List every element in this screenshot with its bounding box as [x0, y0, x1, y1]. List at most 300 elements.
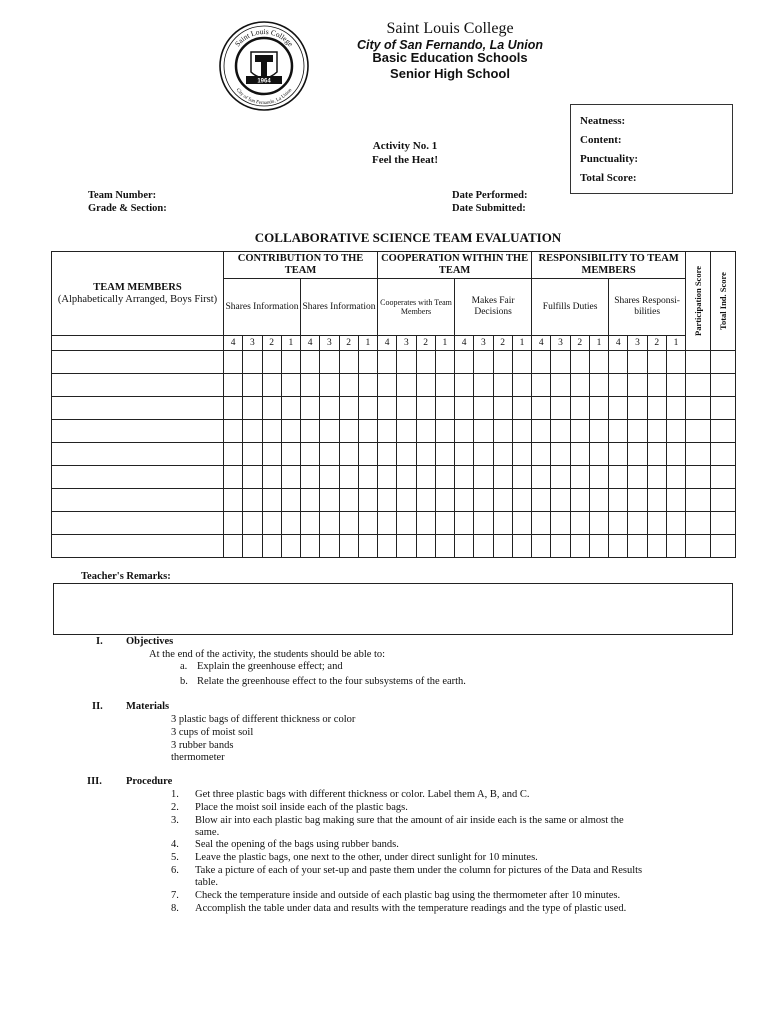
score-cell[interactable]	[474, 397, 493, 420]
score-cell[interactable]	[262, 397, 281, 420]
score-cell[interactable]	[243, 420, 262, 443]
rating-label: 2	[339, 336, 358, 351]
score-cell[interactable]	[397, 397, 416, 420]
score-cell[interactable]	[378, 535, 397, 558]
score-cell[interactable]	[358, 512, 377, 535]
score-cell[interactable]	[532, 489, 551, 512]
score-cell[interactable]	[628, 512, 647, 535]
score-cell[interactable]	[320, 535, 339, 558]
score-cell[interactable]	[711, 351, 736, 374]
score-cell[interactable]	[609, 489, 628, 512]
score-cell[interactable]	[378, 512, 397, 535]
rating-label: 4	[532, 336, 551, 351]
score-cell[interactable]	[570, 512, 589, 535]
score-cell[interactable]	[435, 420, 454, 443]
score-cell[interactable]	[455, 397, 474, 420]
score-cell[interactable]	[416, 420, 435, 443]
score-cell[interactable]	[243, 443, 262, 466]
score-cell[interactable]	[455, 443, 474, 466]
score-cell[interactable]	[647, 397, 666, 420]
score-cell[interactable]	[570, 535, 589, 558]
procedure-step-text: Take a picture of each of your set-up and paste them under the column for pictures of the Data and Results	[195, 865, 643, 876]
member-name-cell[interactable]	[52, 489, 224, 512]
score-cell[interactable]	[551, 512, 570, 535]
score-cell[interactable]	[512, 420, 531, 443]
score-cell[interactable]	[551, 489, 570, 512]
score-cell[interactable]	[666, 420, 685, 443]
score-cell[interactable]	[358, 466, 377, 489]
remarks-box[interactable]	[53, 583, 733, 635]
score-cell[interactable]	[416, 512, 435, 535]
score-cell[interactable]	[416, 466, 435, 489]
score-cell[interactable]	[474, 420, 493, 443]
procedure-step-text: Place the moist soil inside each of the plastic bags.	[195, 801, 408, 813]
score-cell[interactable]	[609, 351, 628, 374]
score-cell[interactable]	[358, 489, 377, 512]
score-cell[interactable]	[281, 374, 300, 397]
score-cell[interactable]	[262, 512, 281, 535]
score-cell[interactable]	[224, 466, 243, 489]
score-cell[interactable]	[243, 397, 262, 420]
score-cell[interactable]	[628, 489, 647, 512]
seal-year: 1964	[257, 78, 271, 85]
score-cell[interactable]	[589, 535, 608, 558]
score-cell[interactable]	[301, 443, 320, 466]
score-cell[interactable]	[378, 466, 397, 489]
score-cell[interactable]	[435, 397, 454, 420]
participation-score-header	[686, 252, 711, 351]
score-cell[interactable]	[711, 512, 736, 535]
score-cell[interactable]	[686, 351, 711, 374]
score-cell[interactable]	[262, 489, 281, 512]
score-cell[interactable]	[589, 351, 608, 374]
score-cell[interactable]	[262, 443, 281, 466]
rating-label: 4	[609, 336, 628, 351]
score-cell[interactable]	[435, 535, 454, 558]
score-cell[interactable]	[243, 535, 262, 558]
grade-section-label: Grade & Section:	[88, 203, 167, 214]
team-member-row	[52, 512, 736, 535]
rating-label: 3	[243, 336, 262, 351]
score-cell[interactable]	[666, 374, 685, 397]
score-cell[interactable]	[435, 489, 454, 512]
date-submitted-label: Date Submitted:	[452, 203, 526, 214]
score-cell[interactable]	[512, 397, 531, 420]
score-cell[interactable]	[647, 466, 666, 489]
score-cell[interactable]	[551, 397, 570, 420]
score-cell[interactable]	[493, 512, 512, 535]
score-cell[interactable]	[262, 351, 281, 374]
score-cell[interactable]	[589, 489, 608, 512]
score-cell[interactable]	[378, 420, 397, 443]
score-cell[interactable]	[358, 443, 377, 466]
material-item: 3 cups of moist soil	[171, 727, 254, 738]
score-cell[interactable]	[416, 443, 435, 466]
score-cell[interactable]	[666, 466, 685, 489]
score-cell[interactable]	[570, 443, 589, 466]
rating-label: 4	[301, 336, 320, 351]
score-cell[interactable]	[243, 351, 262, 374]
score-cell[interactable]	[281, 351, 300, 374]
score-cell[interactable]	[243, 512, 262, 535]
score-cell[interactable]	[493, 374, 512, 397]
score-cell[interactable]	[609, 374, 628, 397]
score-cell[interactable]	[493, 351, 512, 374]
score-cell[interactable]	[243, 374, 262, 397]
score-cell[interactable]	[628, 466, 647, 489]
school-department: Basic Education Schools	[372, 50, 528, 65]
score-cell[interactable]	[570, 466, 589, 489]
group-contribution: CONTRIBUTION TO THE TEAM	[224, 252, 378, 279]
score-cell[interactable]	[281, 420, 300, 443]
member-name-cell[interactable]	[52, 535, 224, 558]
score-cell[interactable]	[570, 351, 589, 374]
score-cell[interactable]	[711, 489, 736, 512]
score-cell[interactable]	[570, 420, 589, 443]
member-name-cell[interactable]	[52, 420, 224, 443]
score-cell[interactable]	[455, 535, 474, 558]
score-cell[interactable]	[224, 351, 243, 374]
score-cell[interactable]	[686, 397, 711, 420]
score-cell[interactable]	[551, 466, 570, 489]
score-cell[interactable]	[339, 466, 358, 489]
score-cell[interactable]	[339, 420, 358, 443]
score-cell[interactable]	[512, 489, 531, 512]
score-cell[interactable]	[628, 397, 647, 420]
score-cell[interactable]	[628, 374, 647, 397]
rating-label: 1	[281, 336, 300, 351]
score-box	[570, 104, 733, 194]
score-cell[interactable]	[686, 535, 711, 558]
rating-label: 1	[358, 336, 377, 351]
score-cell[interactable]	[397, 351, 416, 374]
score-cell[interactable]	[339, 535, 358, 558]
score-cell[interactable]	[647, 489, 666, 512]
score-cell[interactable]	[224, 374, 243, 397]
score-cell[interactable]	[474, 351, 493, 374]
score-cell[interactable]	[243, 489, 262, 512]
score-cell[interactable]	[358, 535, 377, 558]
score-cell[interactable]	[493, 466, 512, 489]
score-cell[interactable]	[397, 420, 416, 443]
score-cell[interactable]	[339, 443, 358, 466]
score-cell[interactable]	[686, 489, 711, 512]
member-name-cell[interactable]	[52, 397, 224, 420]
score-cell[interactable]	[532, 443, 551, 466]
procedure-step-text: table.	[195, 877, 219, 888]
score-cell[interactable]	[474, 374, 493, 397]
score-cell[interactable]	[493, 489, 512, 512]
procedure-step-text: same.	[195, 826, 220, 838]
score-cell[interactable]	[224, 397, 243, 420]
objective-text: Relate the greenhouse effect to the four subsystems of the earth.	[197, 676, 466, 687]
score-cell[interactable]	[512, 351, 531, 374]
score-cell[interactable]	[224, 535, 243, 558]
criterion-cooperates: Cooperates with Team Members	[378, 279, 455, 336]
score-cell[interactable]	[647, 420, 666, 443]
score-cell[interactable]	[711, 466, 736, 489]
score-cell[interactable]	[397, 374, 416, 397]
score-cell[interactable]	[532, 535, 551, 558]
score-cell[interactable]	[435, 351, 454, 374]
score-cell[interactable]	[455, 466, 474, 489]
score-cell[interactable]	[589, 374, 608, 397]
score-cell[interactable]	[711, 374, 736, 397]
score-cell[interactable]	[435, 512, 454, 535]
rating-label: 2	[647, 336, 666, 351]
procedure-step-marker: 1.	[171, 789, 179, 800]
score-cell[interactable]	[628, 420, 647, 443]
score-cell[interactable]	[320, 374, 339, 397]
member-name-cell[interactable]	[52, 351, 224, 374]
team-member-row	[52, 489, 736, 512]
rating-label: 2	[416, 336, 435, 351]
score-cell[interactable]	[609, 512, 628, 535]
score-cell[interactable]	[474, 443, 493, 466]
score-cell[interactable]	[551, 535, 570, 558]
score-cell[interactable]	[686, 420, 711, 443]
score-cell[interactable]	[628, 351, 647, 374]
score-cell[interactable]	[532, 397, 551, 420]
score-cell[interactable]	[493, 420, 512, 443]
score-cell[interactable]	[570, 397, 589, 420]
activity-heading	[300, 139, 510, 167]
score-cell[interactable]	[281, 397, 300, 420]
score-cell[interactable]	[358, 397, 377, 420]
score-cell[interactable]	[609, 443, 628, 466]
score-cell[interactable]	[666, 397, 685, 420]
score-cell[interactable]	[397, 443, 416, 466]
score-cell[interactable]	[339, 374, 358, 397]
member-name-cell[interactable]	[52, 374, 224, 397]
score-cell[interactable]	[243, 466, 262, 489]
score-cell[interactable]	[666, 489, 685, 512]
score-cell[interactable]	[320, 420, 339, 443]
score-cell[interactable]	[301, 466, 320, 489]
procedure-step-text: Accomplish the table under data and results with the temperature readings and the type of plastic used.	[195, 902, 627, 914]
score-cell[interactable]	[301, 374, 320, 397]
score-cell[interactable]	[281, 535, 300, 558]
score-cell[interactable]	[493, 443, 512, 466]
score-cell[interactable]	[666, 512, 685, 535]
score-cell[interactable]	[532, 512, 551, 535]
score-cell[interactable]	[609, 420, 628, 443]
score-cell[interactable]	[339, 351, 358, 374]
score-cell[interactable]	[301, 489, 320, 512]
score-cell[interactable]	[551, 374, 570, 397]
score-cell[interactable]	[281, 466, 300, 489]
score-cell[interactable]	[512, 535, 531, 558]
score-cell[interactable]	[301, 420, 320, 443]
score-cell[interactable]	[281, 443, 300, 466]
score-cell[interactable]	[301, 397, 320, 420]
score-cell[interactable]	[301, 351, 320, 374]
score-cell[interactable]	[455, 374, 474, 397]
date-performed-label: Date Performed:	[452, 190, 528, 201]
score-cell[interactable]	[224, 512, 243, 535]
remarks-label: Teacher's Remarks:	[81, 571, 171, 582]
score-cell[interactable]	[320, 489, 339, 512]
score-cell[interactable]	[378, 397, 397, 420]
materials-heading: Materials	[126, 701, 170, 712]
objective-marker: b.	[180, 676, 188, 687]
member-name-cell[interactable]	[52, 466, 224, 489]
objectives-intro: At the end of the activity, the students should be able to:	[149, 649, 386, 660]
criterion-fulfills-duties: Fulfills Duties	[532, 279, 609, 336]
team-member-row	[52, 420, 736, 443]
score-cell[interactable]	[455, 420, 474, 443]
group-responsibility: RESPONSIBILITY TO TEAM MEMBERS	[532, 252, 686, 279]
score-cell[interactable]	[589, 420, 608, 443]
score-cell[interactable]	[647, 535, 666, 558]
score-cell[interactable]	[711, 535, 736, 558]
score-cell[interactable]	[589, 466, 608, 489]
school-city: City of San Fernando, La Union	[356, 38, 544, 52]
group-cooperation: COOPERATION WITHIN THE TEAM	[378, 252, 532, 279]
score-cell[interactable]	[647, 351, 666, 374]
rating-label: 3	[628, 336, 647, 351]
school-name: Saint Louis College	[386, 20, 514, 37]
criterion-shares-information-1: Shares Information	[224, 279, 301, 336]
score-cell[interactable]	[281, 512, 300, 535]
score-cell[interactable]	[686, 512, 711, 535]
score-cell[interactable]	[378, 443, 397, 466]
score-cell[interactable]	[397, 535, 416, 558]
score-cell[interactable]	[416, 374, 435, 397]
score-cell[interactable]	[666, 351, 685, 374]
score-cell[interactable]	[647, 443, 666, 466]
rating-label: 3	[397, 336, 416, 351]
score-cell[interactable]	[397, 466, 416, 489]
score-cell[interactable]	[378, 374, 397, 397]
score-cell[interactable]	[474, 535, 493, 558]
score-cell[interactable]	[474, 489, 493, 512]
score-cell[interactable]	[358, 351, 377, 374]
score-cell[interactable]	[647, 374, 666, 397]
score-cell[interactable]	[224, 420, 243, 443]
score-cell[interactable]	[711, 397, 736, 420]
score-cell[interactable]	[589, 397, 608, 420]
score-cell[interactable]	[320, 512, 339, 535]
score-cell[interactable]	[570, 374, 589, 397]
score-cell[interactable]	[666, 443, 685, 466]
score-cell[interactable]	[474, 466, 493, 489]
score-cell[interactable]	[532, 420, 551, 443]
score-cell[interactable]	[320, 466, 339, 489]
score-cell[interactable]	[301, 512, 320, 535]
member-name-cell[interactable]	[52, 443, 224, 466]
procedure-step-marker: 7.	[171, 889, 179, 901]
score-cell[interactable]	[609, 535, 628, 558]
score-cell[interactable]	[224, 443, 243, 466]
score-cell[interactable]	[435, 466, 454, 489]
score-cell[interactable]	[339, 397, 358, 420]
score-cell[interactable]	[493, 397, 512, 420]
score-cell[interactable]	[551, 420, 570, 443]
score-cell[interactable]	[339, 512, 358, 535]
score-cell[interactable]	[512, 466, 531, 489]
score-cell[interactable]	[551, 443, 570, 466]
score-cell[interactable]	[686, 374, 711, 397]
score-cell[interactable]	[320, 397, 339, 420]
score-cell[interactable]	[474, 512, 493, 535]
score-cell[interactable]	[589, 512, 608, 535]
score-cell[interactable]	[647, 512, 666, 535]
rating-label: 3	[474, 336, 493, 351]
seal-bottom-text: City of San Fernando, La Union	[234, 87, 294, 107]
score-cell[interactable]	[262, 374, 281, 397]
score-cell[interactable]	[262, 466, 281, 489]
neatness-label: Neatness:	[580, 115, 626, 127]
score-cell[interactable]	[416, 535, 435, 558]
score-cell[interactable]	[686, 466, 711, 489]
score-cell[interactable]	[320, 443, 339, 466]
score-cell[interactable]	[455, 489, 474, 512]
score-cell[interactable]	[512, 512, 531, 535]
score-cell[interactable]	[224, 489, 243, 512]
score-cell[interactable]	[512, 374, 531, 397]
score-cell[interactable]	[435, 374, 454, 397]
score-cell[interactable]	[609, 466, 628, 489]
rating-label: 4	[224, 336, 243, 351]
score-cell[interactable]	[416, 489, 435, 512]
total-score-header	[711, 252, 736, 351]
score-cell[interactable]	[628, 535, 647, 558]
score-cell[interactable]	[512, 443, 531, 466]
score-cell[interactable]	[339, 489, 358, 512]
score-cell[interactable]	[532, 351, 551, 374]
total-score-label: Total Ind. Score	[718, 272, 729, 330]
objective-text: Explain the greenhouse effect; and	[197, 661, 343, 672]
score-cell[interactable]	[262, 420, 281, 443]
score-cell[interactable]	[532, 466, 551, 489]
score-cell[interactable]	[589, 443, 608, 466]
score-cell[interactable]	[397, 489, 416, 512]
score-cell[interactable]	[378, 489, 397, 512]
score-cell[interactable]	[455, 351, 474, 374]
score-cell[interactable]	[301, 535, 320, 558]
procedure-step-text: Blow air into each plastic bag making sure that the amount of air inside each is the same or almost the	[195, 814, 624, 826]
score-cell[interactable]	[416, 397, 435, 420]
score-cell[interactable]	[358, 374, 377, 397]
content-label: Content:	[580, 134, 622, 146]
member-name-cell[interactable]	[52, 512, 224, 535]
score-cell[interactable]	[455, 512, 474, 535]
score-cell[interactable]	[551, 351, 570, 374]
score-cell[interactable]	[397, 512, 416, 535]
score-cell[interactable]	[416, 351, 435, 374]
score-cell[interactable]	[378, 351, 397, 374]
rating-label: 1	[666, 336, 685, 351]
score-cell[interactable]	[711, 443, 736, 466]
procedure-step-marker: 2.	[171, 801, 179, 813]
score-cell[interactable]	[666, 535, 685, 558]
score-cell[interactable]	[435, 443, 454, 466]
score-cell[interactable]	[532, 374, 551, 397]
score-cell[interactable]	[686, 443, 711, 466]
score-cell[interactable]	[320, 351, 339, 374]
score-cell[interactable]	[493, 535, 512, 558]
score-cell[interactable]	[262, 535, 281, 558]
score-cell[interactable]	[711, 420, 736, 443]
score-cell[interactable]	[609, 397, 628, 420]
score-cell[interactable]	[628, 443, 647, 466]
score-cell[interactable]	[358, 420, 377, 443]
score-cell[interactable]	[570, 489, 589, 512]
score-cell[interactable]	[281, 489, 300, 512]
objectives-numeral: I.	[96, 636, 103, 647]
activity-title: Feel the Heat!	[372, 154, 438, 166]
